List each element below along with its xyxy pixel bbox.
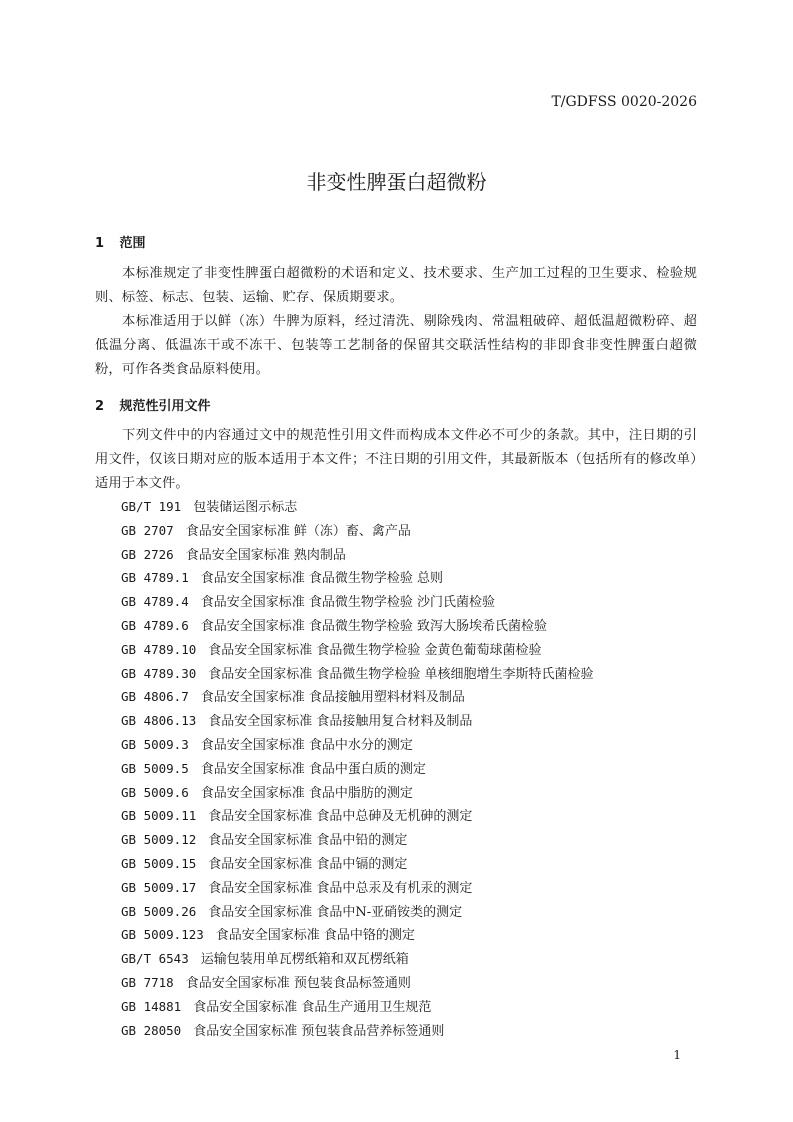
reference-code: GB 2707: [121, 522, 174, 538]
reference-code: GB 4789.30: [121, 665, 197, 681]
list-item: [121, 519, 594, 543]
reference-code: GB 5009.3: [121, 736, 189, 752]
list-item: [121, 638, 594, 662]
reference-code: GB 4789.6: [121, 617, 189, 633]
reference-code: GB 5009.123: [121, 927, 204, 943]
paragraph: 本标准规定了非变性脾蛋白超微粉的术语和定义、技术要求、生产加工过程的卫生要求、检验规则、标签、标志、包装、运输、贮存、保质期要求。: [95, 266, 697, 305]
reference-title: 食品安全国家标准 食品中镉的测定: [208, 856, 408, 872]
list-item: [121, 614, 594, 638]
reference-code: GB 2726: [121, 546, 174, 562]
list-item: [121, 662, 594, 686]
section-title: 规范性引用文件: [119, 399, 211, 414]
reference-title: 食品安全国家标准 食品生产通用卫生规范: [193, 999, 432, 1015]
reference-code: GB 4806.7: [121, 689, 189, 705]
reference-code: GB 5009.15: [121, 855, 197, 871]
paragraph: 下列文件中的内容通过文中的规范性引用文件而构成本文件必不可少的条款。其中，注日期的引用文件，仅该日期对应的版本适用于本文件；不注日期的引用文件，其最新版本（包括所有的修改单）适用于本文件。: [95, 428, 697, 491]
reference-title: 食品安全国家标准 食品接触用塑料材料及制品: [200, 690, 465, 706]
list-item: [121, 995, 594, 1019]
section-number: 1: [95, 236, 105, 251]
list-item: [121, 900, 594, 924]
reference-code: GB 5009.26: [121, 903, 197, 919]
paragraph: 本标准适用于以鲜（冻）牛脾为原料，经过清洗、剔除残肉、常温粗破碎、超低温超微粉碎、超低温分离、低温冻干或不冻干、包装等工艺制备的保留其交联活性结构的非即食非变性脾蛋白超微粉，可作各类食品原料使用。: [95, 314, 697, 377]
reference-title: 食品安全国家标准 食品中铬的测定: [215, 928, 415, 944]
list-item: [121, 947, 594, 971]
reference-code: GB/T 191: [121, 499, 182, 514]
section-heading-scope: [95, 232, 146, 251]
list-item: [121, 543, 594, 567]
list-item: [121, 709, 594, 733]
section-title: 范围: [119, 236, 146, 251]
reference-code: GB 4789.10: [121, 641, 197, 657]
reference-code: GB 4789.4: [121, 594, 189, 610]
list-item: [121, 781, 594, 805]
section-heading-normative-references: [95, 395, 211, 414]
page-number: 1: [673, 1048, 681, 1062]
reference-title: 食品安全国家标准 食品微生物学检验 单核细胞增生李斯特氏菌检验: [208, 666, 594, 682]
reference-code: GB 4789.1: [121, 570, 189, 586]
list-item: [121, 757, 594, 781]
list-item: [121, 685, 594, 709]
reference-title: 食品安全国家标准 食品微生物学检验 沙门氏菌检验: [200, 595, 495, 611]
reference-title: 食品安全国家标准 食品中N-亚硝铵类的测定: [208, 904, 463, 920]
reference-code: GB/T 6543: [121, 951, 189, 967]
list-item: [121, 566, 594, 590]
reference-title: 食品安全国家标准 食品中脂肪的测定: [200, 785, 413, 801]
reference-code: GB 7718: [121, 974, 174, 990]
list-item: [121, 828, 594, 852]
reference-title: 食品安全国家标准 食品中总汞及有机汞的测定: [208, 880, 473, 896]
list-item: [121, 923, 594, 947]
reference-code: GB 5009.17: [121, 879, 197, 895]
section-number: 2: [95, 399, 105, 414]
reference-code: GB 5009.6: [121, 784, 189, 800]
reference-title: 食品安全国家标准 食品微生物学检验 金黄色葡萄球菌检验: [208, 642, 542, 658]
reference-title: 运输包装用单瓦楞纸箱和双瓦楞纸箱: [200, 952, 409, 968]
reference-code: GB 28050: [121, 1022, 182, 1038]
reference-title: 食品安全国家标准 食品中水分的测定: [200, 737, 413, 753]
reference-title: 食品安全国家标准 鲜（冻）畜、禽产品: [185, 523, 411, 539]
reference-title: 食品安全国家标准 食品中总砷及无机砷的测定: [208, 809, 473, 825]
list-item: [121, 876, 594, 900]
page-title: 非变性脾蛋白超微粉: [306, 170, 487, 194]
reference-title: 食品安全国家标准 食品接触用复合材料及制品: [208, 714, 473, 730]
list-item: [121, 852, 594, 876]
reference-title: 食品安全国家标准 预包装食品标签通则: [185, 975, 411, 991]
reference-code: GB 4806.13: [121, 713, 197, 729]
reference-code: GB 5009.11: [121, 808, 197, 824]
list-item: [121, 733, 594, 757]
reference-title: 食品安全国家标准 食品微生物学检验 致泻大肠埃希氏菌检验: [200, 618, 547, 634]
reference-title: 食品安全国家标准 食品中蛋白质的测定: [200, 761, 426, 777]
reference-code: GB 14881: [121, 998, 182, 1014]
reference-title: 食品安全国家标准 熟肉制品: [185, 547, 346, 563]
list-item: [121, 495, 594, 519]
reference-title: 食品安全国家标准 预包装食品营养标签通则: [193, 1023, 445, 1039]
list-item: [121, 804, 594, 828]
reference-title: 食品安全国家标准 食品微生物学检验 总则: [200, 571, 443, 587]
document-code: T/GDFSS 0020-2026: [551, 94, 697, 110]
reference-title: 包装储运图示标志: [193, 500, 298, 515]
list-item: [121, 590, 594, 614]
reference-code: GB 5009.5: [121, 760, 189, 776]
reference-list: [121, 495, 594, 1042]
reference-code: GB 5009.12: [121, 832, 197, 848]
list-item: [121, 971, 594, 995]
reference-title: 食品安全国家标准 食品中铅的测定: [208, 833, 408, 849]
list-item: [121, 1019, 594, 1043]
